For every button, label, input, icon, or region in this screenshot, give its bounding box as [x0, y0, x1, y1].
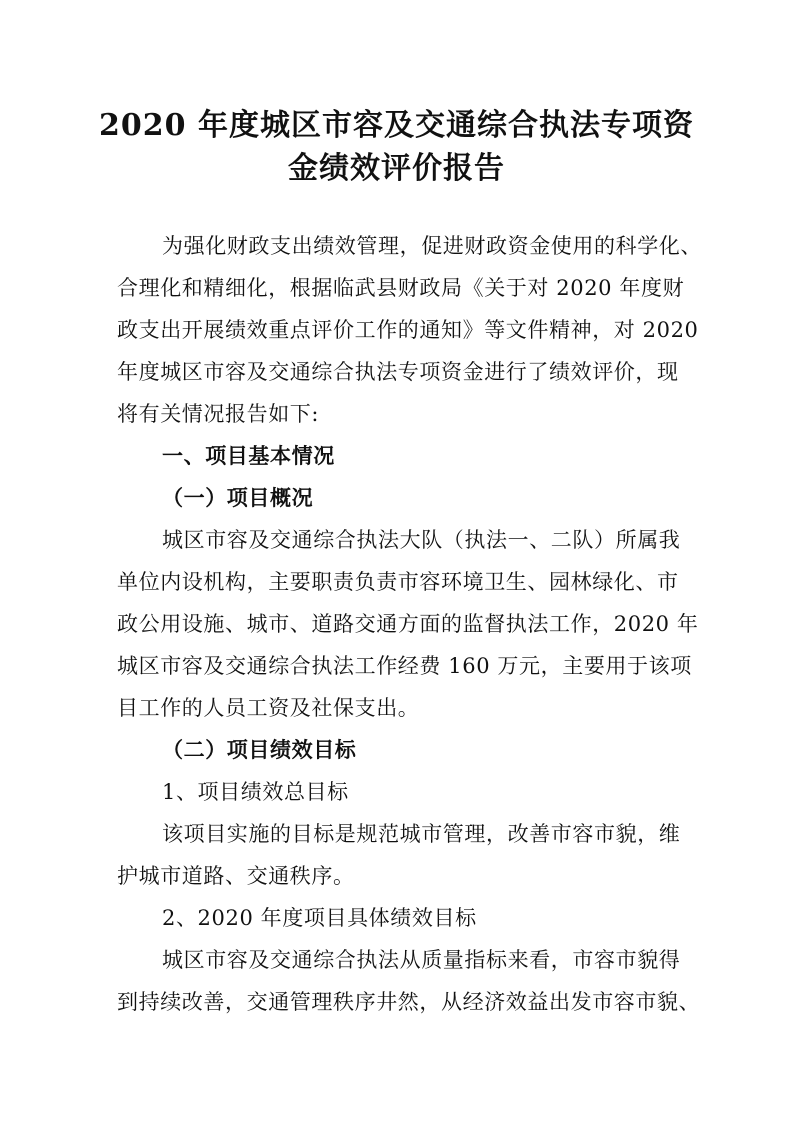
subsection-heading: （一）项目概况 — [162, 485, 314, 510]
paragraph-line: 目工作的人员工资及社保支出。 — [117, 696, 420, 720]
paragraph-line: 为强化财政支出绩效管理，促进财政资金使用的科学化、 — [162, 234, 702, 258]
subsection-heading: （二）项目绩效目标 — [162, 737, 357, 762]
paragraph-line: 城区市容及交通综合执法大队（执法一、二队）所属我 — [162, 528, 681, 552]
paragraph-line: 该项目实施的目标是规范城市管理，改善市容市貌，维 — [162, 822, 681, 846]
paragraph-line: 单位内设机构，主要职责负责市容环境卫生、园林绿化、市 — [117, 570, 679, 594]
item-heading: 1、项目绩效总目标 — [162, 780, 349, 804]
paragraph-line: 城区市容及交通综合执法工作经费 160 万元，主要用于该项 — [117, 654, 692, 678]
paragraph-line: 护城市道路、交通秩序。 — [117, 864, 355, 888]
section-heading: 一、项目基本情况 — [162, 443, 335, 468]
paragraph-line: 合理化和精细化，根据临武县财政局《关于对 2020 年度财 — [117, 276, 685, 300]
paragraph-line: 到持续改善，交通管理秩序井然，从经济效益出发市容市貌、 — [117, 990, 701, 1014]
paragraph-line: 政支出开展绩效重点评价工作的通知》等文件精神，对 2020 — [117, 318, 699, 342]
paragraph-line: 将有关情况报告如下: — [117, 402, 320, 426]
document-title-line-1: 2020 年度城区市容及交通综合执法专项资 — [99, 108, 694, 143]
paragraph-line: 年度城区市容及交通综合执法专项资金进行了绩效评价，现 — [117, 360, 679, 384]
paragraph-line: 政公用设施、城市、道路交通方面的监督执法工作，2020 年 — [117, 612, 699, 636]
document-title-line-2: 金绩效评价报告 — [288, 151, 505, 186]
paragraph-line: 城区市容及交通综合执法从质量指标来看，市容市貌得 — [162, 948, 681, 972]
item-heading: 2、2020 年度项目具体绩效目标 — [162, 906, 477, 930]
